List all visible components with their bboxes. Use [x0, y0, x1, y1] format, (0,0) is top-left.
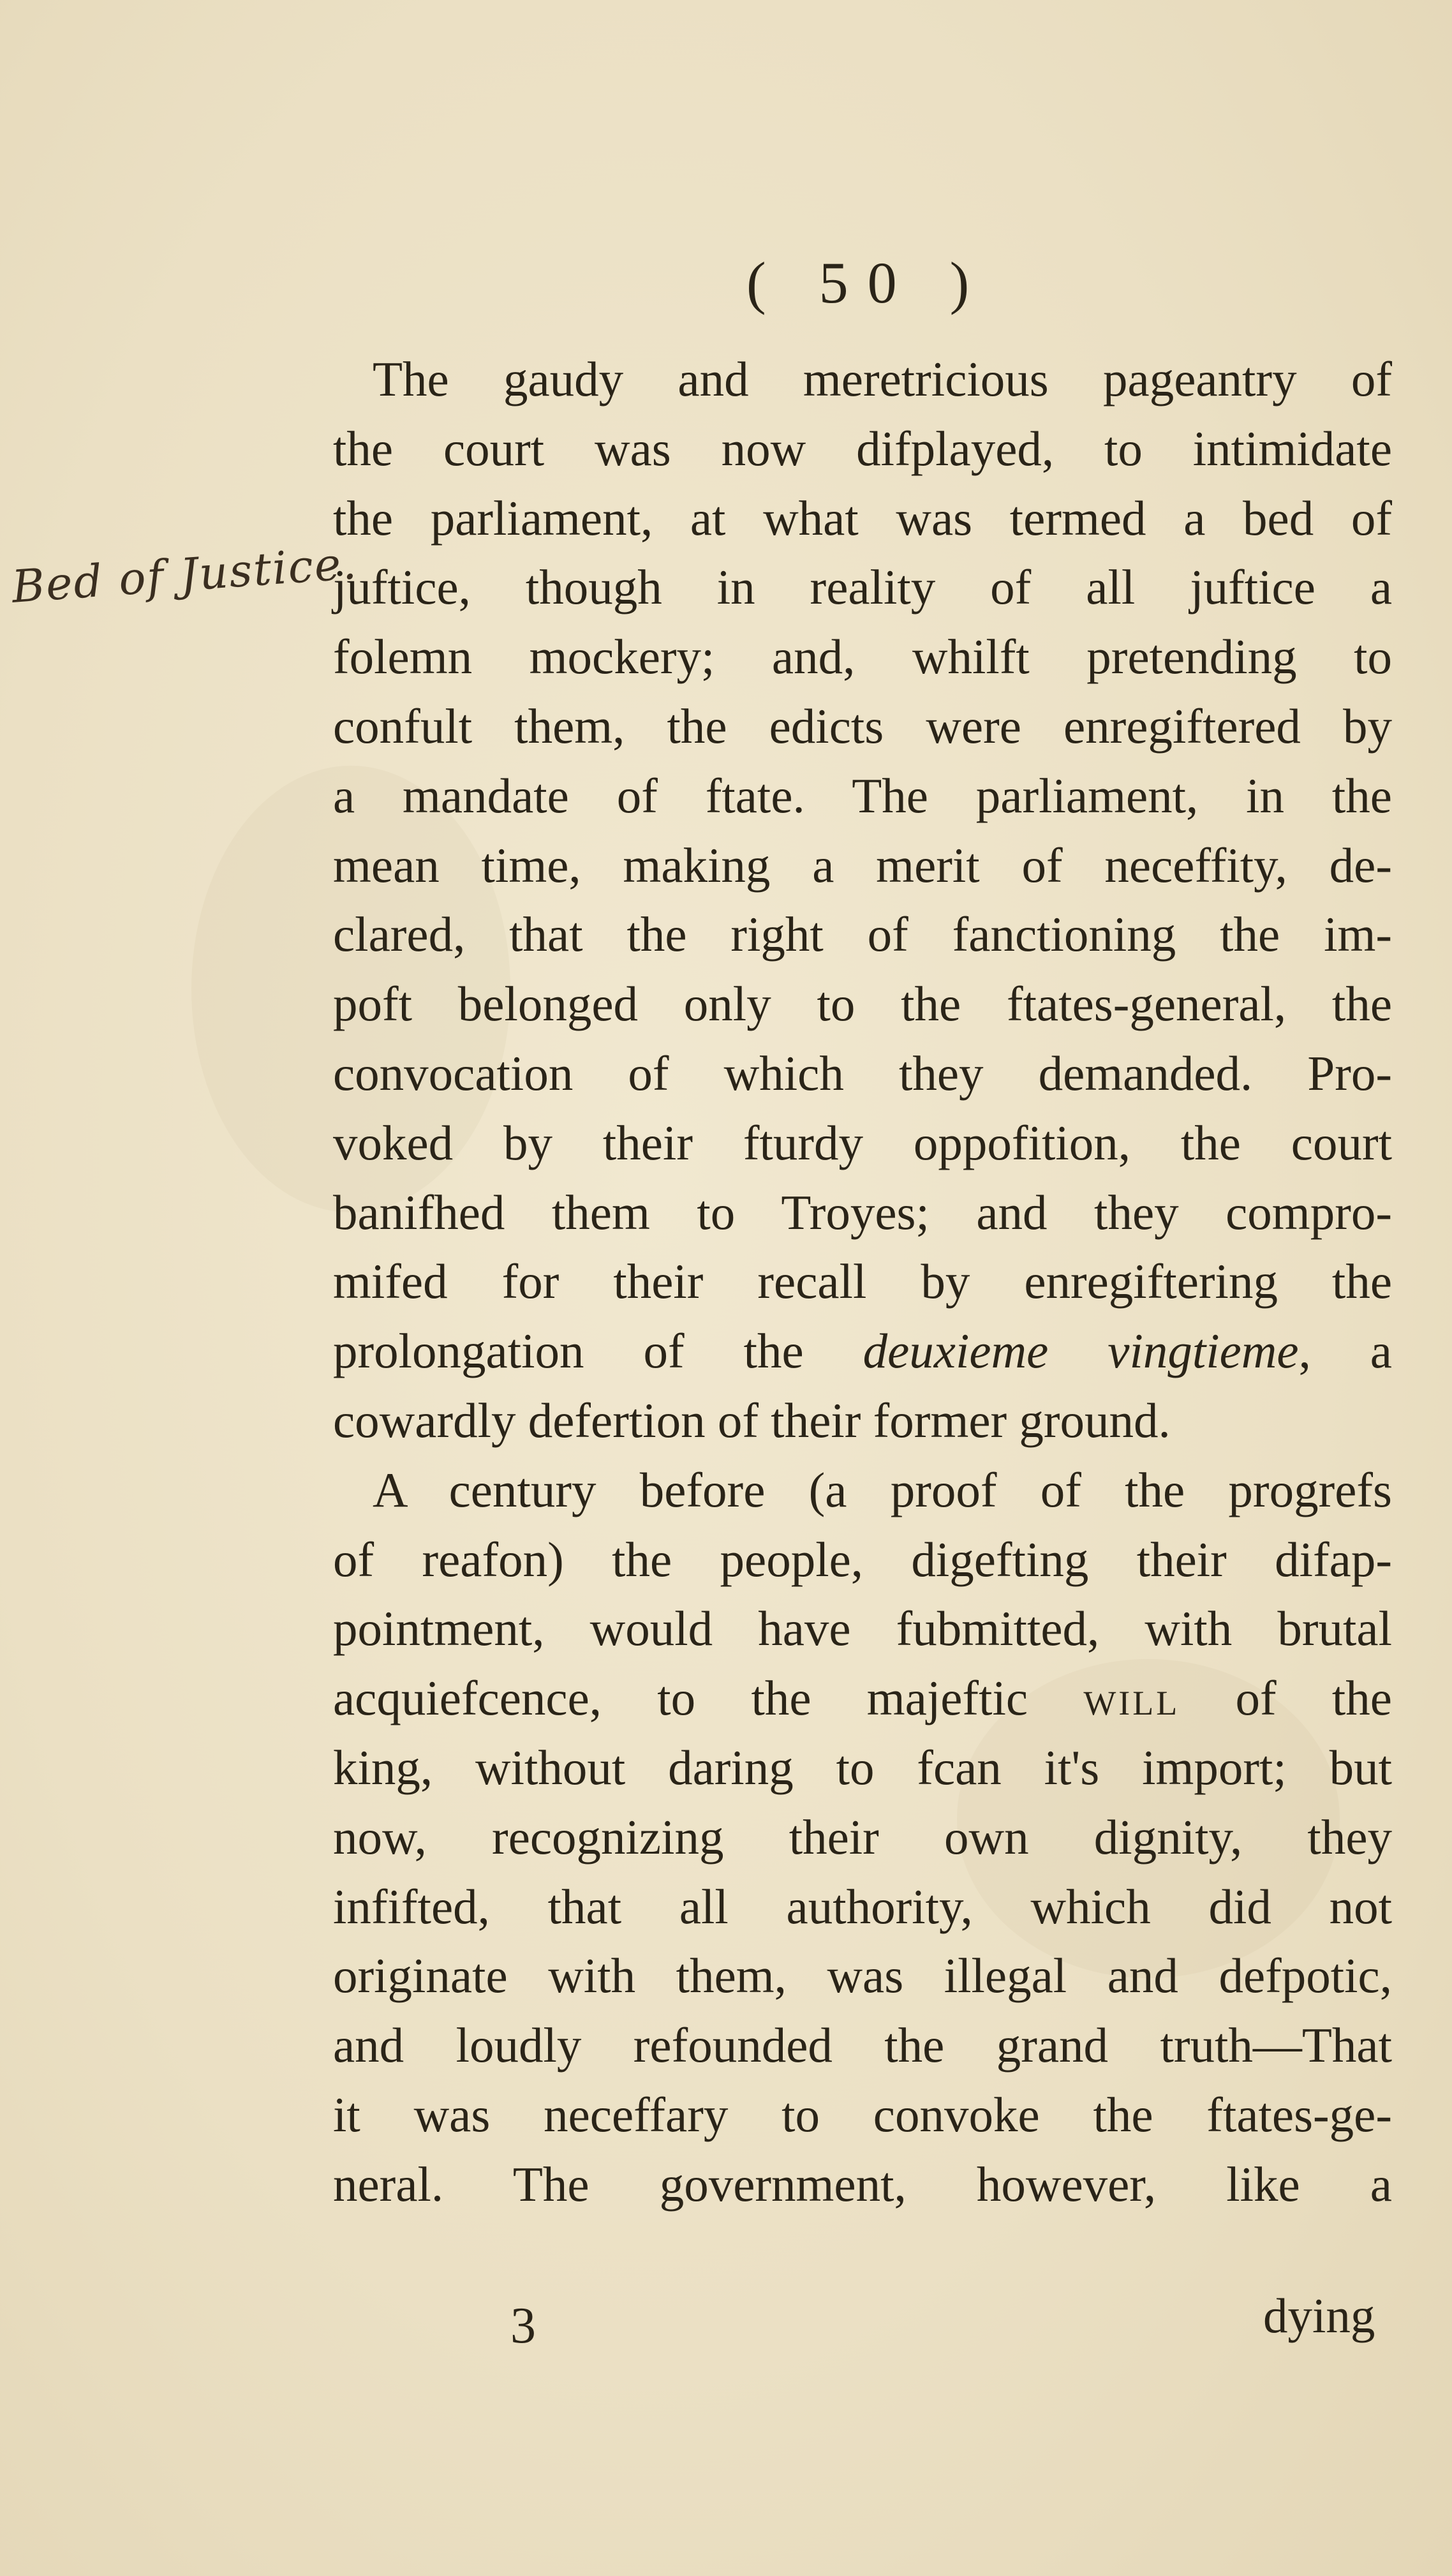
text-segment: of the	[1180, 1671, 1392, 1726]
page-number: ( 50 )	[746, 250, 989, 315]
text-line	[333, 1664, 1392, 1733]
text-line: originate with them, was illegal and defpotic,	[333, 1948, 1392, 2004]
text-segment: , a	[1298, 1323, 1392, 1379]
text-segment: acquiefcence, to the majeftic	[333, 1671, 1084, 1726]
handwritten-margin-note: Bed of Justice.	[10, 537, 359, 613]
text-line: it was neceffary to convoke the ftates-ge-	[333, 2087, 1392, 2142]
text-line: The gaudy and meretricious pageantry of	[373, 352, 1392, 406]
text-line: the parliament, at what was termed a bed of	[333, 490, 1392, 546]
text-line: mifed for their recall by enregiftering the	[333, 1254, 1392, 1309]
text-line: banifhed them to Troyes; and they compro-	[333, 1184, 1392, 1240]
text-line: poft belonged only to the ftates-general, the	[333, 976, 1392, 1032]
text-line: convocation of which they demanded. Pro-	[333, 1045, 1392, 1101]
italic-term: deuxieme vingtieme	[863, 1323, 1299, 1379]
text-line: and loudly refounded the grand truth—That	[333, 2018, 1392, 2073]
text-line: neral. The government, however, like a	[333, 2156, 1392, 2212]
text-line: folemn mockery; and, whilft pretending to	[333, 629, 1392, 685]
text-line: confult them, the edicts were enregiftered by	[333, 698, 1392, 754]
text-line: king, without daring to fcan it's import; but	[333, 1739, 1392, 1795]
text-line: clared, that the right of fanctioning the im-	[333, 907, 1392, 962]
text-line: A century before (a proof of the progrefs	[373, 1462, 1392, 1517]
signature-mark: 3	[510, 2298, 536, 2354]
text-line: juftice, though in reality of all juftice a	[333, 560, 1392, 615]
catchword: dying	[1263, 2288, 1375, 2343]
text-segment: prolongation of the	[333, 1323, 863, 1379]
text-line: of reafon) the people, digefting their difap-	[333, 1531, 1392, 1587]
text-line: pointment, would have fubmitted, with brutal	[333, 1601, 1392, 1657]
small-caps-word: will	[1083, 1671, 1180, 1726]
text-line	[333, 1316, 1392, 1386]
text-line: the court was now difplayed, to intimidate	[333, 421, 1392, 476]
body-text	[333, 345, 1392, 2219]
text-line: now, recognizing their own dignity, they	[333, 1809, 1392, 1865]
text-line: mean time, making a merit of neceffity, de-	[333, 837, 1392, 893]
text-line: a mandate of ftate. The parliament, in the	[333, 768, 1392, 823]
text-line: voked by their fturdy oppofition, the court	[333, 1115, 1392, 1170]
text-line: cowardly defertion of their former ground.	[333, 1392, 1171, 1448]
text-line: infifted, that all authority, which did not	[333, 1879, 1392, 1934]
